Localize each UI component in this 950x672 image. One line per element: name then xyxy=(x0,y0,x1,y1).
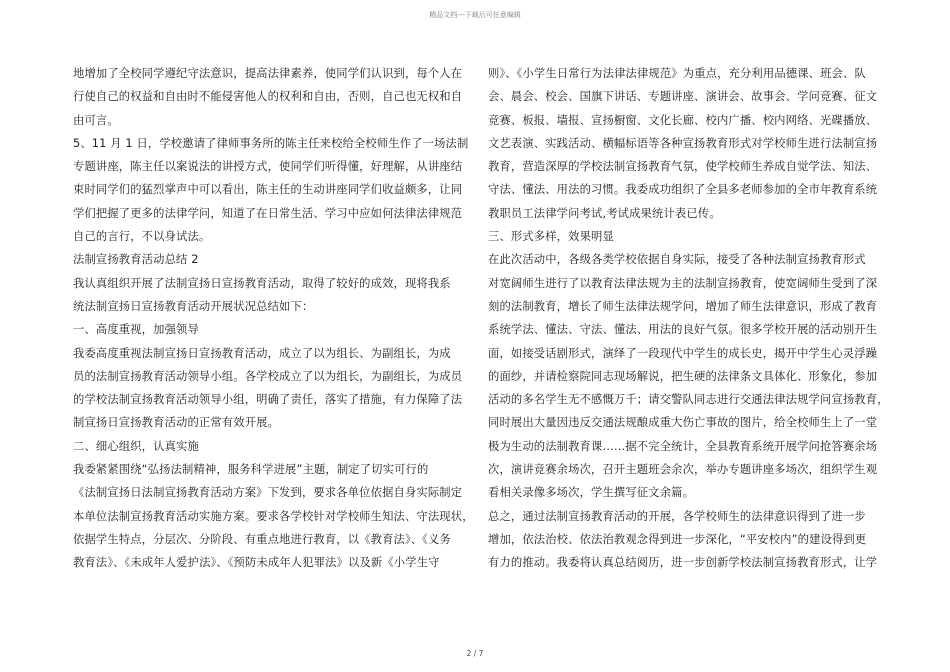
text-line: 行使自己的权益和自由时不能侵害他人的权利和自由，否则，自己也无权和自 xyxy=(73,90,463,104)
text-line: 三、形式多样，效果明显 xyxy=(488,230,614,244)
text-line: 员的法制宣扬教育活动领导小组。各学校成立了以为组长，为副组长，为成员 xyxy=(73,369,463,383)
text-line: 我认真组织开展了法制宣扬日宣扬教育活动，取得了较好的成效，现将我系 xyxy=(73,276,451,290)
text-line: 5、11 月 1 日，学校邀请了律师事务所的陈主任来校给全校师生作了一场法制 xyxy=(73,136,469,150)
text-line: 面，如接受话剧形式，演绎了一段现代中学生的成长史，揭开中学生心灵浮躁 xyxy=(488,346,878,360)
text-line: 教育，营造深厚的学校法制宣扬教育气氛，使学校师生养成自觉学法、知法、 xyxy=(488,160,878,174)
text-line: 刻的法制教育，增长了师生法律法规学问，增加了师生法律意识，形成了教育 xyxy=(488,299,878,313)
text-line: 会、晨会、校会、国旗下讲话、专题讲座、演讲会、故事会、学问竞赛、征文 xyxy=(488,90,878,104)
text-line: 在此次活动中，各级各类学校依据自身实际，接受了各种法制宣扬教育形式 xyxy=(488,253,866,267)
text-line: 我委紧紧围绕“弘扬法制精神，服务科学进展”主题，制定了切实可行的 xyxy=(73,463,429,477)
text-line: 本单位法制宣扬教育活动实施方案。要求各学校针对学校师生知法、守法现状， xyxy=(73,509,474,523)
text-line: 守法、懂法、用法的习惯。我委成功组织了全县多老师参加的全市年教育系统 xyxy=(488,183,878,197)
text-line: 有力的推动。我委将认真总结阅历，进一步创新学校法制宣扬教育形式，让学 xyxy=(488,556,878,570)
text-line: 二、细心组织，认真实施 xyxy=(73,439,199,453)
text-line: 次，演讲竞赛余场次，召开主题班会余次，举办专题讲座多场次，组织学生观 xyxy=(488,463,878,477)
text-line: 《法制宣扬日法制宣扬教育活动方案》下发到，要求各单位依据自身实际制定 xyxy=(73,486,463,500)
text-line: 则》、《小学生日常行为法律法律规范》为重点，充分利用品德课、班会、队 xyxy=(488,67,866,80)
text-line: 的学校法制宣扬教育活动领导小组，明确了责任，落实了措施，有力保障了法 xyxy=(73,393,463,407)
text-line: 自己的言行，不以身试法。 xyxy=(73,230,211,244)
text-line: 极为生动的法制教育课……据不完全统计，全县教育系统开展学问抢答赛余场 xyxy=(488,439,878,453)
text-line: 依据学生特点，分层次、分阶段、有重点地进行教育，以《教育法》、《义务 xyxy=(73,532,451,546)
page-header: 精品文档---下载后可任意编辑 xyxy=(429,11,521,19)
text-line: 教职员工法律学问考试,考试成果统计表已传。 xyxy=(488,206,721,220)
text-line: 总之，通过法制宣扬教育活动的开展，各学校师生的法律意识得到了进一步 xyxy=(488,509,866,523)
text-line: 系统学法、懂法、守法、懂法、用法的良好气氛。很多学校开展的活动别开生 xyxy=(488,323,878,337)
text-line: 统法制宣扬日宣扬教育活动开展状况总结如下： xyxy=(73,299,314,313)
text-line: 活动的多名学生无不感慨万千；请交警队同志进行交通法律法规学问宣扬教育， xyxy=(488,393,889,407)
right-column xyxy=(488,62,889,575)
page-number: 2 / 7 xyxy=(466,649,484,658)
text-line: 专题讲座，陈主任以案说法的讲授方式，使同学们听得懂，好理解，从讲座结 xyxy=(73,160,463,174)
text-line: 教育法》、《未成年人爱护法》、《预防未成年人犯罪法》以及新《小学生守 xyxy=(73,556,440,570)
text-line: 学们把握了更多的法律学问，知道了在日常生活、学习中应如何法律法律规范 xyxy=(73,206,463,220)
text-line: 文艺表演、实践活动、横幅标语等各种宣扬教育形式对学校师生进行法制宣扬 xyxy=(488,136,878,150)
text-line: 由可言。 xyxy=(73,113,119,127)
text-line: 我委高度重视法制宣扬日宣扬教育活动，成立了以为组长、为副组长，为成 xyxy=(73,346,451,360)
text-line: 同时展出大量因违反交通法规酿成重大伤亡事故的图片，给全校师生上了一堂 xyxy=(488,416,878,430)
left-column xyxy=(73,62,474,575)
text-line: 看相关录像多场次，学生撰写征文余篇。 xyxy=(488,486,695,500)
text-line: 法制宣扬教育活动总结 2 xyxy=(73,253,199,267)
text-line: 对宽阔师生进行了以教育法律法规为主的法制宣扬教育，使宽阔师生受到了深 xyxy=(488,276,878,290)
text-line: 竞赛、板报、墙报、宣扬橱窗、文化长廊、校内广播、校内网络、光碟播放、 xyxy=(488,113,878,127)
text-line: 一、高度重视，加强领导 xyxy=(73,323,199,337)
text-line: 制宣扬日宣扬教育活动的正常有效开展。 xyxy=(73,416,280,430)
text-line: 束时同学们的猛烈掌声中可以看出，陈主任的生动讲座同学们收益颇多，让同 xyxy=(73,183,463,197)
text-line: 增加，依法治校、依法治教观念得到进一步深化，“平安校内”的建设得到更 xyxy=(488,532,867,546)
text-line: 的面纱，并请检察院同志现场解说，把生硬的法律条文具体化、形象化，参加 xyxy=(488,369,878,383)
text-line: 地增加了全校同学遵纪守法意识，提高法律素养，使同学们认识到，每个人在 xyxy=(73,67,463,80)
